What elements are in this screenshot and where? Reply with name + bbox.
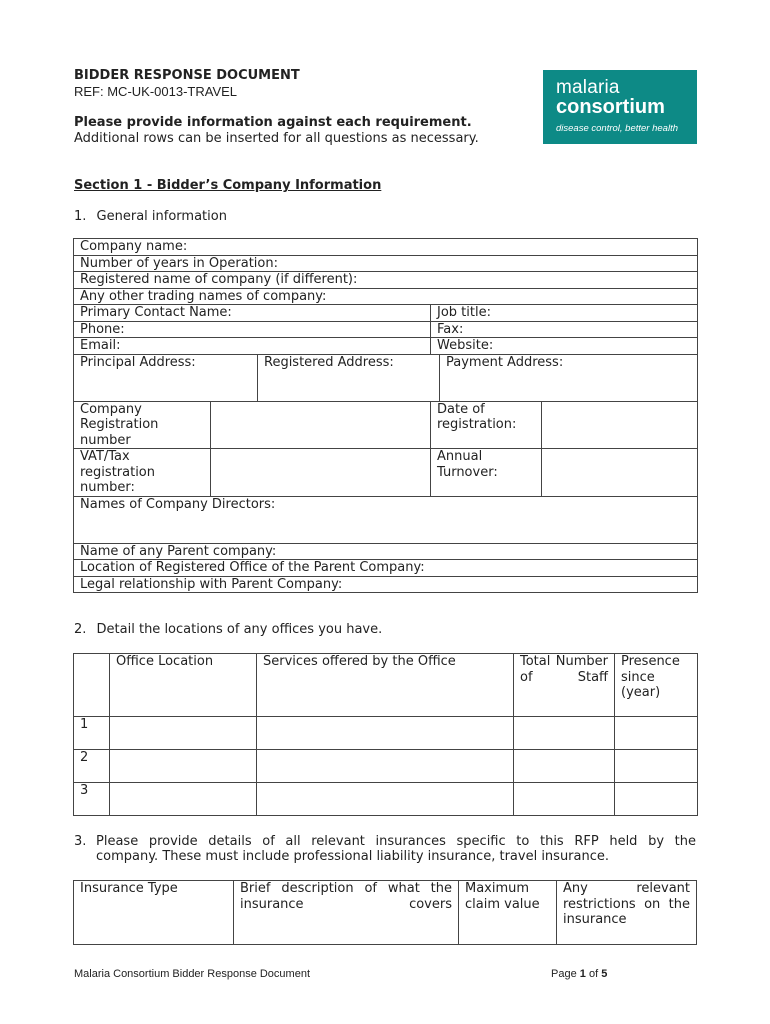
insurance-type-header: Insurance Type (74, 881, 234, 945)
annual-turnover-input[interactable] (542, 449, 698, 497)
page-number (551, 968, 607, 980)
date-of-registration-input[interactable] (542, 401, 698, 449)
company-reg-number-input[interactable] (211, 401, 431, 449)
total-staff-cell[interactable] (514, 717, 615, 750)
malaria-consortium-logo (543, 70, 697, 144)
services-cell[interactable] (257, 750, 514, 783)
registered-address-field[interactable]: Registered Address: (258, 354, 440, 401)
page-total: 5 (601, 968, 608, 980)
email-field[interactable]: Email: (74, 338, 431, 355)
office-location-header: Office Location (110, 654, 257, 717)
office-location-cell[interactable] (110, 717, 257, 750)
question-2-text: Detail the locations of any offices you have. (96, 622, 383, 637)
principal-address-field[interactable]: Principal Address: (74, 354, 258, 401)
trading-names-field[interactable]: Any other trading names of company: (74, 288, 698, 305)
question-1 (74, 209, 227, 224)
years-in-operation-field[interactable]: Number of years in Operation: (74, 255, 698, 272)
presence-since-header: Presence since (year) (615, 654, 698, 717)
footer-document-name: Malaria Consortium Bidder Response Document (74, 968, 310, 980)
insurance-table (73, 880, 697, 945)
annual-turnover-label: Annual Turnover: (431, 449, 542, 497)
logo-line2: consortium (556, 96, 665, 118)
document-title: BIDDER RESPONSE DOCUMENT (74, 68, 300, 83)
note-text: Additional rows can be inserted for all questions as necessary. (74, 131, 479, 146)
directors-field[interactable]: Names of Company Directors: (74, 496, 698, 543)
logo-tagline: disease control, better health (556, 123, 678, 134)
total-staff-header: Total Number of Staff (514, 654, 615, 717)
presence-since-cell[interactable] (615, 750, 698, 783)
question-3-line1: Please provide details of all relevant insurances specific to this RFP held by the (96, 834, 696, 849)
logo-line1: malaria (556, 77, 620, 98)
office-row-number: 3 (74, 783, 110, 816)
job-title-field[interactable]: Job title: (431, 305, 698, 322)
section-1-title: Section 1 - Bidder’s Company Information (74, 178, 382, 193)
page-current: 1 (579, 968, 586, 980)
parent-office-field[interactable]: Location of Registered Office of the Parent Company: (74, 560, 698, 577)
question-1-text: General information (96, 209, 227, 224)
instruction-text: Please provide information against each requirement. (74, 115, 472, 130)
services-cell[interactable] (257, 717, 514, 750)
total-staff-cell[interactable] (514, 783, 615, 816)
question-3 (74, 834, 696, 864)
max-claim-header: Maximum claim value (459, 881, 557, 945)
vat-number-input[interactable] (211, 449, 431, 497)
document-ref: REF: MC-UK-0013-TRAVEL (74, 84, 238, 99)
insurance-description-header: Brief description of what the insurance covers (234, 881, 459, 945)
vat-number-label: VAT/Tax registration number: (74, 449, 211, 497)
question-3-number: 3. (74, 834, 87, 849)
page-prefix: Page (551, 968, 577, 980)
primary-contact-field[interactable]: Primary Contact Name: (74, 305, 431, 322)
registered-name-field[interactable]: Registered name of company (if different): (74, 272, 698, 289)
presence-since-cell[interactable] (615, 717, 698, 750)
payment-address-field[interactable]: Payment Address: (440, 354, 698, 401)
question-2 (74, 622, 382, 637)
company-name-field[interactable]: Company name: (74, 239, 698, 256)
office-row-number: 2 (74, 750, 110, 783)
phone-field[interactable]: Phone: (74, 321, 431, 338)
fax-field[interactable]: Fax: (431, 321, 698, 338)
parent-company-field[interactable]: Name of any Parent company: (74, 543, 698, 560)
question-1-number: 1. (74, 209, 87, 224)
offices-table (73, 653, 698, 816)
total-staff-cell[interactable] (514, 750, 615, 783)
website-field[interactable]: Website: (431, 338, 698, 355)
services-offered-header: Services offered by the Office (257, 654, 514, 717)
question-3-line2: company. These must include professional liability insurance, travel insurance. (96, 849, 610, 864)
general-info-table (73, 238, 698, 593)
services-cell[interactable] (257, 783, 514, 816)
restrictions-header: Any relevant restrictions on the insurance (557, 881, 697, 945)
office-location-cell[interactable] (110, 750, 257, 783)
date-of-registration-label: Date of registration: (431, 401, 542, 449)
office-location-cell[interactable] (110, 783, 257, 816)
legal-relationship-field[interactable]: Legal relationship with Parent Company: (74, 576, 698, 593)
office-row-number: 1 (74, 717, 110, 750)
question-2-number: 2. (74, 622, 87, 637)
company-reg-number-label: Company Registration number (74, 401, 211, 449)
page-of: of (588, 968, 599, 980)
offices-header-blank (74, 654, 110, 717)
presence-since-cell[interactable] (615, 783, 698, 816)
